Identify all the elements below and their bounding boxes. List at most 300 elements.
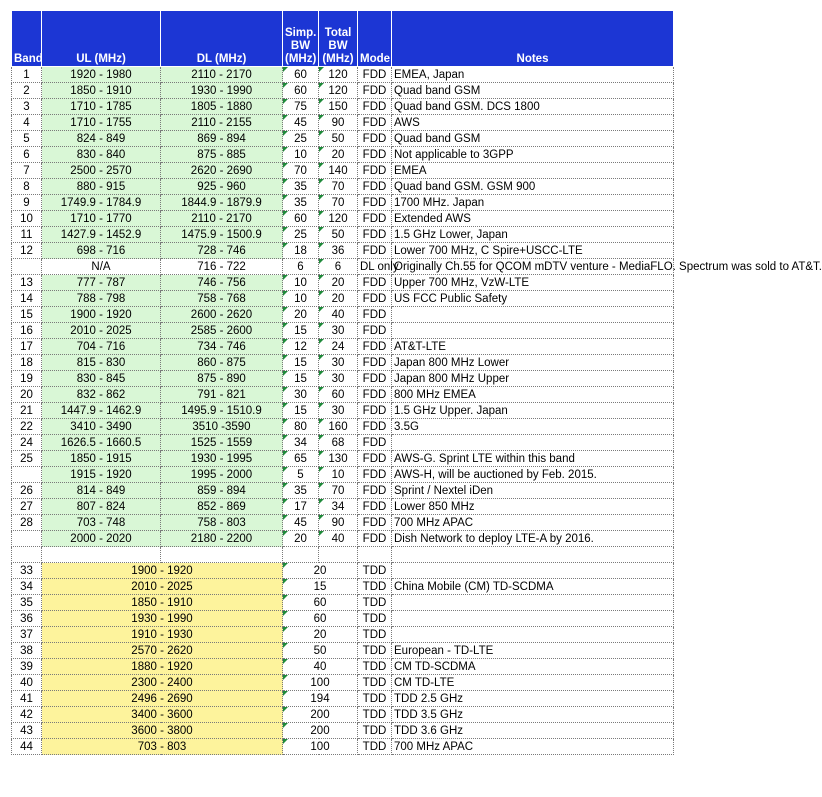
total-bw-cell[interactable]: 90 <box>319 515 358 531</box>
mode-cell[interactable]: TDD <box>358 643 392 659</box>
notes-cell[interactable]: TDD 3.6 GHz <box>392 723 674 739</box>
ul-range-cell[interactable]: 1710 - 1770 <box>42 211 161 227</box>
notes-cell[interactable]: AWS <box>392 115 674 131</box>
mode-cell[interactable]: FDD <box>358 515 392 531</box>
simp-bw-cell[interactable]: 10 <box>283 275 319 291</box>
bw-cell[interactable]: 200 <box>283 723 358 739</box>
simp-bw-cell[interactable]: 10 <box>283 147 319 163</box>
mode-cell[interactable]: FDD <box>358 99 392 115</box>
band-number-cell[interactable]: 33 <box>12 563 42 579</box>
mode-cell[interactable]: TDD <box>358 563 392 579</box>
ul-range-cell[interactable]: 814 - 849 <box>42 483 161 499</box>
total-bw-cell[interactable]: 70 <box>319 483 358 499</box>
mode-cell[interactable]: FDD <box>358 451 392 467</box>
mode-cell[interactable]: TDD <box>358 579 392 595</box>
ul-range-cell[interactable]: 2010 - 2025 <box>42 323 161 339</box>
dl-range-cell[interactable]: 746 - 756 <box>161 275 283 291</box>
band-number-cell[interactable]: 36 <box>12 611 42 627</box>
ul-range-cell[interactable]: 880 - 915 <box>42 179 161 195</box>
notes-cell[interactable] <box>392 563 674 579</box>
notes-cell[interactable]: 1700 MHz. Japan <box>392 195 674 211</box>
mode-cell[interactable]: FDD <box>358 355 392 371</box>
fdd-band-row <box>12 195 674 211</box>
dl-range-cell[interactable]: 1844.9 - 1879.9 <box>161 195 283 211</box>
fdd-band-row <box>12 323 674 339</box>
dl-range-cell[interactable]: 2620 - 2690 <box>161 163 283 179</box>
simp-bw-cell[interactable]: 35 <box>283 195 319 211</box>
mode-cell[interactable]: FDD <box>358 227 392 243</box>
ul-range-cell[interactable]: 1920 - 1980 <box>42 67 161 83</box>
total-bw-cell[interactable]: 120 <box>319 211 358 227</box>
mode-cell[interactable]: FDD <box>358 67 392 83</box>
mode-cell[interactable]: FDD <box>358 435 392 451</box>
tdd-range-cell[interactable]: 1880 - 1920 <box>42 659 283 675</box>
ul-range-cell[interactable]: N/A <box>42 259 161 275</box>
notes-cell[interactable]: Japan 800 MHz Lower <box>392 355 674 371</box>
total-bw-cell[interactable]: 70 <box>319 179 358 195</box>
mode-cell[interactable]: TDD <box>358 739 392 755</box>
total-bw-cell[interactable]: 130 <box>319 451 358 467</box>
mode-cell[interactable]: FDD <box>358 211 392 227</box>
ul-range-cell[interactable]: 703 - 748 <box>42 515 161 531</box>
simp-bw-cell[interactable]: 18 <box>283 243 319 259</box>
simp-bw-cell[interactable]: 34 <box>283 435 319 451</box>
notes-cell[interactable] <box>392 323 674 339</box>
blank-cell[interactable] <box>392 547 674 563</box>
band-number-cell[interactable]: 22 <box>12 419 42 435</box>
band-number-cell[interactable]: 25 <box>12 451 42 467</box>
notes-cell[interactable]: TDD 3.5 GHz <box>392 707 674 723</box>
total-bw-cell[interactable]: 120 <box>319 83 358 99</box>
dl-range-cell[interactable]: 852 - 869 <box>161 499 283 515</box>
mode-cell[interactable]: TDD <box>358 659 392 675</box>
total-bw-cell[interactable]: 140 <box>319 163 358 179</box>
dl-range-cell[interactable]: 860 - 875 <box>161 355 283 371</box>
notes-cell[interactable]: TDD 2.5 GHz <box>392 691 674 707</box>
total-bw-cell[interactable]: 40 <box>319 531 358 547</box>
fdd-band-row <box>12 339 674 355</box>
dl-range-cell[interactable]: 2585 - 2600 <box>161 323 283 339</box>
notes-cell[interactable] <box>392 627 674 643</box>
notes-cell[interactable]: 800 MHz EMEA <box>392 387 674 403</box>
notes-cell[interactable]: Lower 700 MHz, C Spire+USCC-LTE <box>392 243 674 259</box>
tdd-range-cell[interactable]: 3400 - 3600 <box>42 707 283 723</box>
dl-range-cell[interactable]: 758 - 803 <box>161 515 283 531</box>
notes-cell[interactable]: Quad band GSM <box>392 83 674 99</box>
ul-range-cell[interactable]: 832 - 862 <box>42 387 161 403</box>
total-bw-cell[interactable]: 68 <box>319 435 358 451</box>
dl-range-cell[interactable]: 716 - 722 <box>161 259 283 275</box>
fdd-band-row <box>12 403 674 419</box>
notes-cell[interactable]: CM TD-SCDMA <box>392 659 674 675</box>
notes-cell[interactable] <box>392 595 674 611</box>
ul-range-cell[interactable]: 1850 - 1910 <box>42 83 161 99</box>
blank-cell[interactable] <box>161 547 283 563</box>
ul-range-cell[interactable]: 2000 - 2020 <box>42 531 161 547</box>
total-bw-cell[interactable]: 6 <box>319 259 358 275</box>
mode-cell[interactable]: FDD <box>358 163 392 179</box>
bw-cell[interactable]: 20 <box>283 627 358 643</box>
simp-bw-cell[interactable]: 10 <box>283 291 319 307</box>
simp-bw-cell[interactable]: 15 <box>283 403 319 419</box>
total-bw-cell[interactable]: 70 <box>319 195 358 211</box>
notes-cell[interactable]: Upper 700 MHz, VzW-LTE <box>392 275 674 291</box>
mode-cell[interactable]: FDD <box>358 307 392 323</box>
simp-bw-cell[interactable]: 20 <box>283 307 319 323</box>
dl-range-cell[interactable]: 734 - 746 <box>161 339 283 355</box>
band-number-cell[interactable]: 34 <box>12 579 42 595</box>
blank-cell[interactable] <box>319 547 358 563</box>
total-bw-cell[interactable]: 50 <box>319 131 358 147</box>
band-number-cell[interactable]: 13 <box>12 275 42 291</box>
band-number-cell[interactable]: 17 <box>12 339 42 355</box>
notes-cell[interactable]: 1.5 GHz Lower, Japan <box>392 227 674 243</box>
tdd-range-cell[interactable]: 1910 - 1930 <box>42 627 283 643</box>
total-bw-cell[interactable]: 20 <box>319 275 358 291</box>
ul-range-cell[interactable]: 1900 - 1920 <box>42 307 161 323</box>
notes-cell[interactable]: Japan 800 MHz Upper <box>392 371 674 387</box>
dl-range-cell[interactable]: 2110 - 2170 <box>161 67 283 83</box>
notes-cell[interactable] <box>392 435 674 451</box>
tdd-range-cell[interactable]: 2570 - 2620 <box>42 643 283 659</box>
band-number-cell[interactable]: 1 <box>12 67 42 83</box>
simp-bw-cell[interactable]: 70 <box>283 163 319 179</box>
mode-cell[interactable]: FDD <box>358 291 392 307</box>
total-bw-cell[interactable]: 36 <box>319 243 358 259</box>
simp-bw-cell[interactable]: 35 <box>283 179 319 195</box>
band-number-cell[interactable]: 28 <box>12 515 42 531</box>
bw-cell[interactable]: 100 <box>283 675 358 691</box>
band-number-cell[interactable]: 12 <box>12 243 42 259</box>
tdd-range-cell[interactable]: 1900 - 1920 <box>42 563 283 579</box>
band-number-cell[interactable]: 26 <box>12 483 42 499</box>
total-bw-cell[interactable]: 30 <box>319 355 358 371</box>
mode-cell[interactable]: TDD <box>358 611 392 627</box>
simp-bw-cell[interactable]: 45 <box>283 115 319 131</box>
band-number-cell[interactable]: 6 <box>12 147 42 163</box>
dl-range-cell[interactable]: 1995 - 2000 <box>161 467 283 483</box>
dl-range-cell[interactable]: 758 - 768 <box>161 291 283 307</box>
ul-range-cell[interactable]: 830 - 845 <box>42 371 161 387</box>
simp-bw-cell[interactable]: 60 <box>283 67 319 83</box>
mode-cell[interactable]: FDD <box>358 371 392 387</box>
bw-cell[interactable]: 100 <box>283 739 358 755</box>
ul-range-cell[interactable]: 815 - 830 <box>42 355 161 371</box>
mode-cell[interactable]: FDD <box>358 243 392 259</box>
tdd-range-cell[interactable]: 1850 - 1910 <box>42 595 283 611</box>
total-bw-cell[interactable]: 10 <box>319 467 358 483</box>
notes-cell[interactable]: European - TD-LTE <box>392 643 674 659</box>
mode-column-header[interactable]: Mode <box>358 11 392 67</box>
notes-cell[interactable]: Quad band GSM. DCS 1800 <box>392 99 674 115</box>
band-number-cell[interactable]: 10 <box>12 211 42 227</box>
ul-range-cell[interactable]: 2500 - 2570 <box>42 163 161 179</box>
band-number-cell[interactable]: 19 <box>12 371 42 387</box>
band-number-cell[interactable]: 44 <box>12 739 42 755</box>
notes-cell[interactable]: China Mobile (CM) TD-SCDMA <box>392 579 674 595</box>
dl-range-cell[interactable]: 728 - 746 <box>161 243 283 259</box>
tdd-range-cell[interactable]: 2300 - 2400 <box>42 675 283 691</box>
band-number-cell[interactable] <box>12 467 42 483</box>
mode-cell[interactable]: FDD <box>358 179 392 195</box>
total-bw-cell[interactable]: 24 <box>319 339 358 355</box>
total-bw-cell[interactable]: 34 <box>319 499 358 515</box>
notes-cell[interactable]: Extended AWS <box>392 211 674 227</box>
mode-cell[interactable]: FDD <box>358 419 392 435</box>
tdd-range-cell[interactable]: 2010 - 2025 <box>42 579 283 595</box>
dl-range-cell[interactable]: 2110 - 2170 <box>161 211 283 227</box>
dl-range-cell[interactable]: 869 - 894 <box>161 131 283 147</box>
blank-cell[interactable] <box>358 547 392 563</box>
total-bw-cell[interactable]: 50 <box>319 227 358 243</box>
simp-bw-cell[interactable]: 12 <box>283 339 319 355</box>
simp-bw-cell[interactable]: 45 <box>283 515 319 531</box>
band-number-cell[interactable]: 27 <box>12 499 42 515</box>
notes-cell[interactable] <box>392 307 674 323</box>
blank-cell[interactable] <box>283 547 319 563</box>
mode-cell[interactable]: FDD <box>358 83 392 99</box>
dl-range-cell[interactable]: 875 - 890 <box>161 371 283 387</box>
ul-range-cell[interactable]: 1749.9 - 1784.9 <box>42 195 161 211</box>
band-column-header[interactable]: Band <box>12 11 42 67</box>
mode-cell[interactable]: FDD <box>358 323 392 339</box>
simp-bw-cell[interactable]: 25 <box>283 131 319 147</box>
simp-bw-cell[interactable]: 35 <box>283 483 319 499</box>
notes-cell[interactable]: US FCC Public Safety <box>392 291 674 307</box>
dl-range-cell[interactable]: 859 - 894 <box>161 483 283 499</box>
total-bw-cell[interactable]: 60 <box>319 387 358 403</box>
simp-bw-cell[interactable]: 60 <box>283 83 319 99</box>
ul-range-cell[interactable]: 704 - 716 <box>42 339 161 355</box>
tdd-band-row <box>12 627 674 643</box>
tdd-range-cell[interactable]: 2496 - 2690 <box>42 691 283 707</box>
simp-bw-cell[interactable]: 15 <box>283 355 319 371</box>
dl-range-cell[interactable]: 2600 - 2620 <box>161 307 283 323</box>
ul-range-cell[interactable]: 788 - 798 <box>42 291 161 307</box>
notes-cell[interactable]: Not applicable to 3GPP <box>392 147 674 163</box>
mode-cell[interactable]: FDD <box>358 531 392 547</box>
mode-cell[interactable]: FDD <box>358 147 392 163</box>
band-number-cell[interactable]: 38 <box>12 643 42 659</box>
dl-column-header[interactable]: DL (MHz) <box>161 11 283 67</box>
mode-cell[interactable]: TDD <box>358 627 392 643</box>
band-number-cell[interactable] <box>12 531 42 547</box>
band-number-cell[interactable]: 42 <box>12 707 42 723</box>
ul-range-cell[interactable]: 824 - 849 <box>42 131 161 147</box>
ul-range-cell[interactable]: 1710 - 1785 <box>42 99 161 115</box>
band-number-cell[interactable]: 14 <box>12 291 42 307</box>
dl-range-cell[interactable]: 3510 -3590 <box>161 419 283 435</box>
band-number-cell[interactable]: 5 <box>12 131 42 147</box>
mode-cell[interactable]: DL only <box>358 259 392 275</box>
mode-cell[interactable]: TDD <box>358 723 392 739</box>
notes-cell[interactable]: 700 MHz APAC <box>392 739 674 755</box>
band-number-cell[interactable]: 37 <box>12 627 42 643</box>
mode-cell[interactable]: FDD <box>358 339 392 355</box>
bw-cell[interactable]: 60 <box>283 611 358 627</box>
mode-cell[interactable]: FDD <box>358 195 392 211</box>
mode-cell[interactable]: FDD <box>358 115 392 131</box>
band-number-cell[interactable]: 2 <box>12 83 42 99</box>
simp-bw-cell[interactable]: 5 <box>283 467 319 483</box>
ul-range-cell[interactable]: 777 - 787 <box>42 275 161 291</box>
simp-bw-cell[interactable]: 15 <box>283 371 319 387</box>
total-bw-cell[interactable]: 120 <box>319 67 358 83</box>
band-number-cell[interactable]: 16 <box>12 323 42 339</box>
band-number-cell[interactable] <box>12 259 42 275</box>
total-bw-cell[interactable]: 160 <box>319 419 358 435</box>
ul-range-cell[interactable]: 1626.5 - 1660.5 <box>42 435 161 451</box>
notes-cell[interactable]: AT&T-LTE <box>392 339 674 355</box>
ul-range-cell[interactable]: 698 - 716 <box>42 243 161 259</box>
mode-cell[interactable]: TDD <box>358 595 392 611</box>
fdd-band-row <box>12 515 674 531</box>
simp-bw-cell[interactable]: 15 <box>283 323 319 339</box>
simp-bw-cell[interactable]: 25 <box>283 227 319 243</box>
notes-cell[interactable]: 700 MHz APAC <box>392 515 674 531</box>
bw-cell[interactable]: 60 <box>283 595 358 611</box>
dl-range-cell[interactable]: 2110 - 2155 <box>161 115 283 131</box>
simp-bw-cell[interactable]: 30 <box>283 387 319 403</box>
mode-cell[interactable]: FDD <box>358 467 392 483</box>
mode-cell[interactable]: FDD <box>358 387 392 403</box>
bw-cell[interactable]: 50 <box>283 643 358 659</box>
ul-range-cell[interactable]: 830 - 840 <box>42 147 161 163</box>
blank-cell[interactable] <box>12 547 42 563</box>
total-bw-cell[interactable]: 30 <box>319 403 358 419</box>
ul-column-header[interactable]: UL (MHz) <box>42 11 161 67</box>
simp-bw-cell[interactable]: 75 <box>283 99 319 115</box>
notes-cell[interactable]: Originally Ch.55 for QCOM mDTV venture - MediaFLO. Spectrum was sold to AT&T. <box>392 259 674 275</box>
band-number-cell[interactable]: 43 <box>12 723 42 739</box>
mode-cell[interactable]: TDD <box>358 675 392 691</box>
notes-cell[interactable]: CM TD-LTE <box>392 675 674 691</box>
fdd-band-row <box>12 211 674 227</box>
mode-cell[interactable]: TDD <box>358 707 392 723</box>
mode-cell[interactable]: FDD <box>358 499 392 515</box>
fdd-band-row <box>12 83 674 99</box>
tdd-range-cell[interactable]: 1930 - 1990 <box>42 611 283 627</box>
band-number-cell[interactable]: 21 <box>12 403 42 419</box>
band-number-cell[interactable]: 18 <box>12 355 42 371</box>
notes-cell[interactable]: Lower 850 MHz <box>392 499 674 515</box>
dl-range-cell[interactable]: 1805 - 1880 <box>161 99 283 115</box>
simp-bw-column-header[interactable]: Simp. BW (MHz) <box>283 11 319 67</box>
ul-range-cell[interactable]: 1447.9 - 1462.9 <box>42 403 161 419</box>
bw-cell[interactable]: 15 <box>283 579 358 595</box>
ul-range-cell[interactable]: 1427.9 - 1452.9 <box>42 227 161 243</box>
blank-cell[interactable] <box>42 547 161 563</box>
notes-cell[interactable]: Quad band GSM. GSM 900 <box>392 179 674 195</box>
notes-cell[interactable]: Quad band GSM <box>392 131 674 147</box>
dl-range-cell[interactable]: 875 - 885 <box>161 147 283 163</box>
notes-cell[interactable]: Sprint / Nextel iDen <box>392 483 674 499</box>
simp-bw-cell[interactable]: 20 <box>283 531 319 547</box>
simp-bw-cell[interactable]: 6 <box>283 259 319 275</box>
dl-range-cell[interactable]: 1930 - 1990 <box>161 83 283 99</box>
bw-cell[interactable]: 200 <box>283 707 358 723</box>
fdd-band-row <box>12 483 674 499</box>
notes-column-header[interactable]: Notes <box>392 11 674 67</box>
band-number-cell[interactable]: 7 <box>12 163 42 179</box>
dl-range-cell[interactable]: 1525 - 1559 <box>161 435 283 451</box>
ul-range-cell[interactable]: 1850 - 1915 <box>42 451 161 467</box>
dl-range-cell[interactable]: 1475.9 - 1500.9 <box>161 227 283 243</box>
total-bw-cell[interactable]: 20 <box>319 147 358 163</box>
ul-range-cell[interactable]: 1710 - 1755 <box>42 115 161 131</box>
mode-cell[interactable]: FDD <box>358 275 392 291</box>
dl-range-cell[interactable]: 925 - 960 <box>161 179 283 195</box>
notes-cell[interactable]: EMEA <box>392 163 674 179</box>
ul-range-cell[interactable]: 1915 - 1920 <box>42 467 161 483</box>
mode-cell[interactable]: FDD <box>358 131 392 147</box>
notes-cell[interactable]: AWS-H, will be auctioned by Feb. 2015. <box>392 467 674 483</box>
bw-cell[interactable]: 194 <box>283 691 358 707</box>
total-bw-cell[interactable]: 30 <box>319 371 358 387</box>
band-number-cell[interactable]: 35 <box>12 595 42 611</box>
dl-range-cell[interactable]: 2180 - 2200 <box>161 531 283 547</box>
fdd-band-row <box>12 99 674 115</box>
ul-range-cell[interactable]: 3410 - 3490 <box>42 419 161 435</box>
tdd-band-row <box>12 595 674 611</box>
tdd-band-row <box>12 723 674 739</box>
tdd-range-cell[interactable]: 3600 - 3800 <box>42 723 283 739</box>
tdd-range-cell[interactable]: 703 - 803 <box>42 739 283 755</box>
notes-cell[interactable]: 1.5 GHz Upper. Japan <box>392 403 674 419</box>
simp-bw-cell[interactable]: 80 <box>283 419 319 435</box>
notes-cell[interactable]: AWS-G. Sprint LTE within this band <box>392 451 674 467</box>
total-bw-cell[interactable]: 40 <box>319 307 358 323</box>
band-number-cell[interactable]: 20 <box>12 387 42 403</box>
band-number-cell[interactable]: 4 <box>12 115 42 131</box>
mode-cell[interactable]: FDD <box>358 403 392 419</box>
bw-cell[interactable]: 40 <box>283 659 358 675</box>
dl-range-cell[interactable]: 791 - 821 <box>161 387 283 403</box>
ul-range-cell[interactable]: 807 - 824 <box>42 499 161 515</box>
band-number-cell[interactable]: 24 <box>12 435 42 451</box>
notes-cell[interactable] <box>392 611 674 627</box>
band-number-cell[interactable]: 15 <box>12 307 42 323</box>
total-bw-cell[interactable]: 150 <box>319 99 358 115</box>
lte-band-table <box>11 10 822 755</box>
bw-cell[interactable]: 20 <box>283 563 358 579</box>
band-number-cell[interactable]: 41 <box>12 691 42 707</box>
band-number-cell[interactable]: 3 <box>12 99 42 115</box>
fdd-band-row <box>12 355 674 371</box>
total-bw-column-header[interactable]: Total BW (MHz) <box>319 11 358 67</box>
dl-range-cell[interactable]: 1930 - 1995 <box>161 451 283 467</box>
mode-cell[interactable]: FDD <box>358 483 392 499</box>
fdd-band-row <box>12 451 674 467</box>
simp-bw-cell[interactable]: 60 <box>283 211 319 227</box>
tdd-band-row <box>12 563 674 579</box>
notes-cell[interactable]: 3.5G <box>392 419 674 435</box>
notes-cell[interactable]: Dish Network to deploy LTE-A by 2016. <box>392 531 674 547</box>
notes-cell[interactable]: EMEA, Japan <box>392 67 674 83</box>
band-number-cell[interactable]: 39 <box>12 659 42 675</box>
band-number-cell[interactable]: 8 <box>12 179 42 195</box>
band-number-cell[interactable]: 40 <box>12 675 42 691</box>
simp-bw-cell[interactable]: 65 <box>283 451 319 467</box>
band-number-cell[interactable]: 11 <box>12 227 42 243</box>
total-bw-cell[interactable]: 30 <box>319 323 358 339</box>
total-bw-cell[interactable]: 20 <box>319 291 358 307</box>
simp-bw-cell[interactable]: 17 <box>283 499 319 515</box>
mode-cell[interactable]: TDD <box>358 691 392 707</box>
dl-range-cell[interactable]: 1495.9 - 1510.9 <box>161 403 283 419</box>
total-bw-cell[interactable]: 90 <box>319 115 358 131</box>
band-number-cell[interactable]: 9 <box>12 195 42 211</box>
